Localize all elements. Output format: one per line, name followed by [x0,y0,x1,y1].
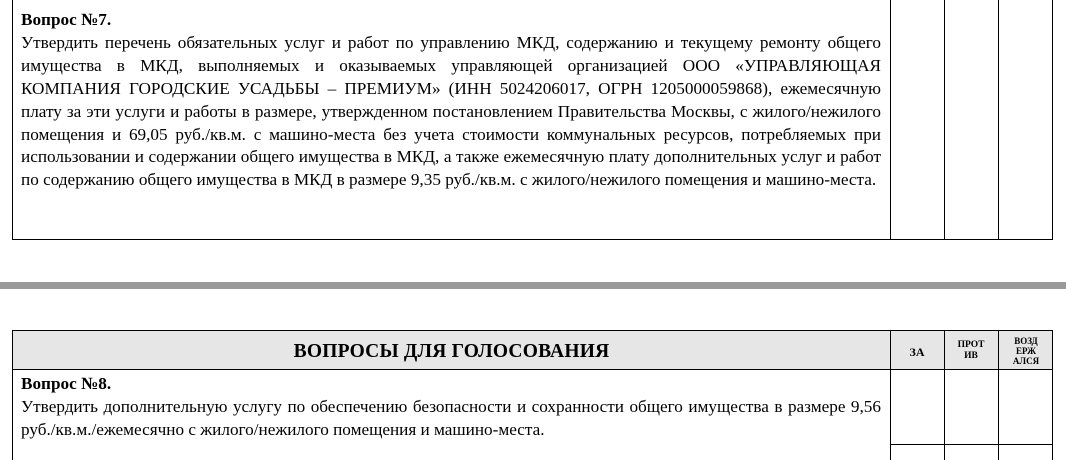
header-abstain [998,331,1054,370]
header-abstain-line-3: АЛСЯ [1012,355,1040,366]
question-8-text: Утвердить дополнительную услугу по обеспечению безопасности и сохранности общего имущества в размере 9,56 руб./кв.м./ежемесячно с жилого/нежилого помещения и машино-места. [21,396,881,439]
question-7-text: Утвердить перечень обязательных услуг и работ по управлению МКД, содержанию и текущему ремонту общего имущества в МКД, выполняемых и оказываемых управляющей организацией ООО «УПРАВЛЯЮЩАЯ КОМПАНИЯ ГОРОДСКИЕ УСАДЬБЫ – ПРЕМИУМ» (ИНН 5024206017, ОГРН 1205000059868), ежемесячную плату за эти услуги и работы в размере, утвержденном постановлением Правительства Москвы, с жилого/нежилого помещения и 69,05 руб./кв.м. с машино-места без учета стоимости коммунальных ресурсов, потребляемых при использовании и содержании общего имущества в МКД, а также ежемесячную плату дополнительных услуг и работ по содержанию общего имущества в МКД в размере 9,35 руб./кв.м. с жилого/нежилого помещения и машино-места. [21,32,881,190]
column-divider-against [944,331,945,460]
column-divider-for [890,0,891,239]
header-abstain-line-1: ВОЗД [1014,335,1038,346]
table-header-title: ВОПРОСЫ ДЛЯ ГОЛОСОВАНИЯ [293,341,610,362]
table-header-row [13,331,1052,370]
page-separator [0,282,1066,289]
column-divider-abstain [998,0,999,239]
column-divider-against [944,0,945,239]
header-for: ЗА [909,344,925,359]
column-divider-abstain [998,331,999,460]
question-7-title: Вопрос №7. [21,10,112,29]
question-7-table [12,0,1053,240]
question-8-cell [21,373,881,442]
header-abstain-line-2: ЕРЖ [1015,345,1037,356]
column-divider-for [890,331,891,460]
header-against-line-1: ПРОТ [957,339,985,350]
row-bottom-border [890,444,1052,445]
question-8-title: Вопрос №8. [21,374,112,393]
voting-questions-table [12,330,1053,460]
header-against [944,331,998,370]
header-against-line-2: ИВ [964,350,978,361]
question-7-cell [21,9,881,192]
